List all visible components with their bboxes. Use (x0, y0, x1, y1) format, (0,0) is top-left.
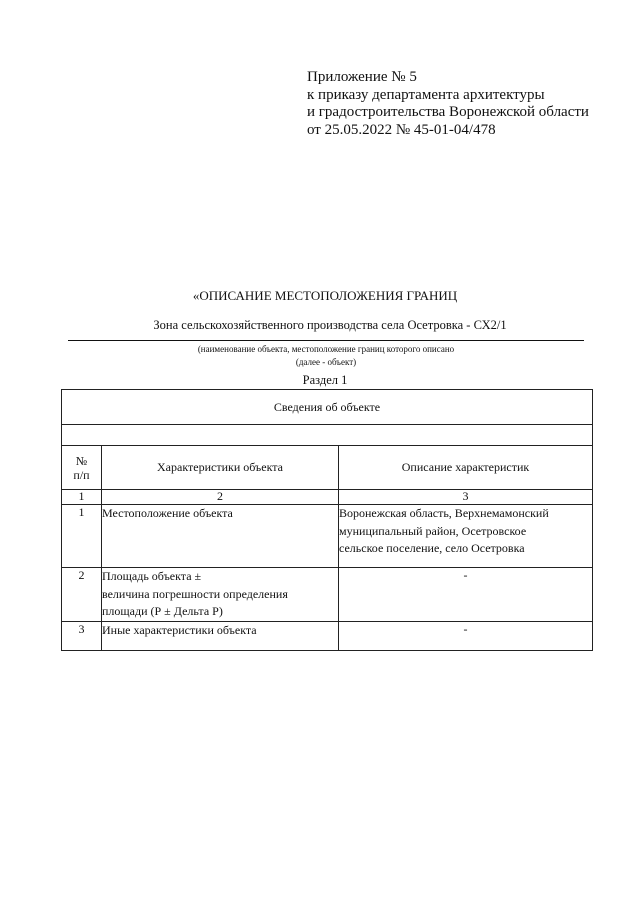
index-row (62, 490, 593, 505)
row-name-line: площади (Р ± Дельта Р) (102, 604, 223, 618)
row-name (102, 621, 339, 650)
row-name (102, 568, 339, 622)
blank-cell (62, 425, 593, 446)
appendix-line-4: от 25.05.2022 № 45-01-04/478 (307, 121, 496, 138)
caption-line-1: (наименование объекта, местоположение границ которого описано (197, 344, 455, 354)
appendix-block (307, 69, 589, 139)
row-num: 2 (62, 568, 102, 622)
table-row (62, 621, 593, 650)
appendix-line-1: Приложение № 5 (307, 69, 417, 85)
column-header-row (62, 446, 593, 490)
row-desc-line: сельское поселение, село Осетровка (339, 541, 525, 555)
caption-line-2: (далее - объект) (295, 357, 357, 367)
table-title: Сведения об объекте (62, 390, 593, 425)
section-label: Раздел 1 (302, 373, 348, 387)
header-characteristics: Характеристики объекта (102, 446, 339, 490)
row-name-line: Местоположение объекта (102, 506, 233, 520)
row-desc (339, 505, 593, 568)
row-name-line: величина погрешности определения (102, 586, 288, 601)
row-name-line: Иные характеристики объекта (102, 622, 257, 637)
row-desc-line: - (463, 568, 468, 582)
index-cell-3: 3 (339, 490, 593, 505)
table-row (62, 568, 593, 622)
row-num: 1 (62, 505, 102, 568)
row-desc (339, 568, 593, 622)
object-name: Зона сельскохозяйственного производства села Осетровка - СХ2/1 (153, 318, 507, 332)
row-desc-line: муниципальный район, Осетровское (339, 523, 527, 538)
row-name-line: Площадь объекта ± (102, 569, 202, 583)
appendix-line-2: к приказу департамента архитектуры (307, 86, 545, 103)
index-cell-1: 1 (62, 490, 102, 505)
row-desc-line: Воронежская область, Верхнемамонский (339, 506, 549, 520)
table-row (62, 505, 593, 568)
row-desc (339, 621, 593, 650)
document-title: «ОПИСАНИЕ МЕСТОПОЛОЖЕНИЯ ГРАНИЦ (192, 288, 458, 303)
row-num: 3 (62, 621, 102, 650)
underline-rule (68, 340, 584, 341)
header-description: Описание характеристик (339, 446, 593, 490)
object-name-caption (0, 343, 640, 369)
header-num (62, 446, 102, 490)
object-info-table (61, 389, 593, 651)
table-blank-row (62, 425, 593, 446)
row-desc-line: - (463, 621, 468, 636)
appendix-line-3: и градостроительства Воронежской области (307, 104, 589, 120)
header-num-line-2: п/п (73, 467, 90, 482)
table-title-row (62, 390, 593, 425)
row-name (102, 505, 339, 568)
index-cell-2: 2 (102, 490, 339, 505)
header-num-line-1: № (75, 453, 88, 468)
